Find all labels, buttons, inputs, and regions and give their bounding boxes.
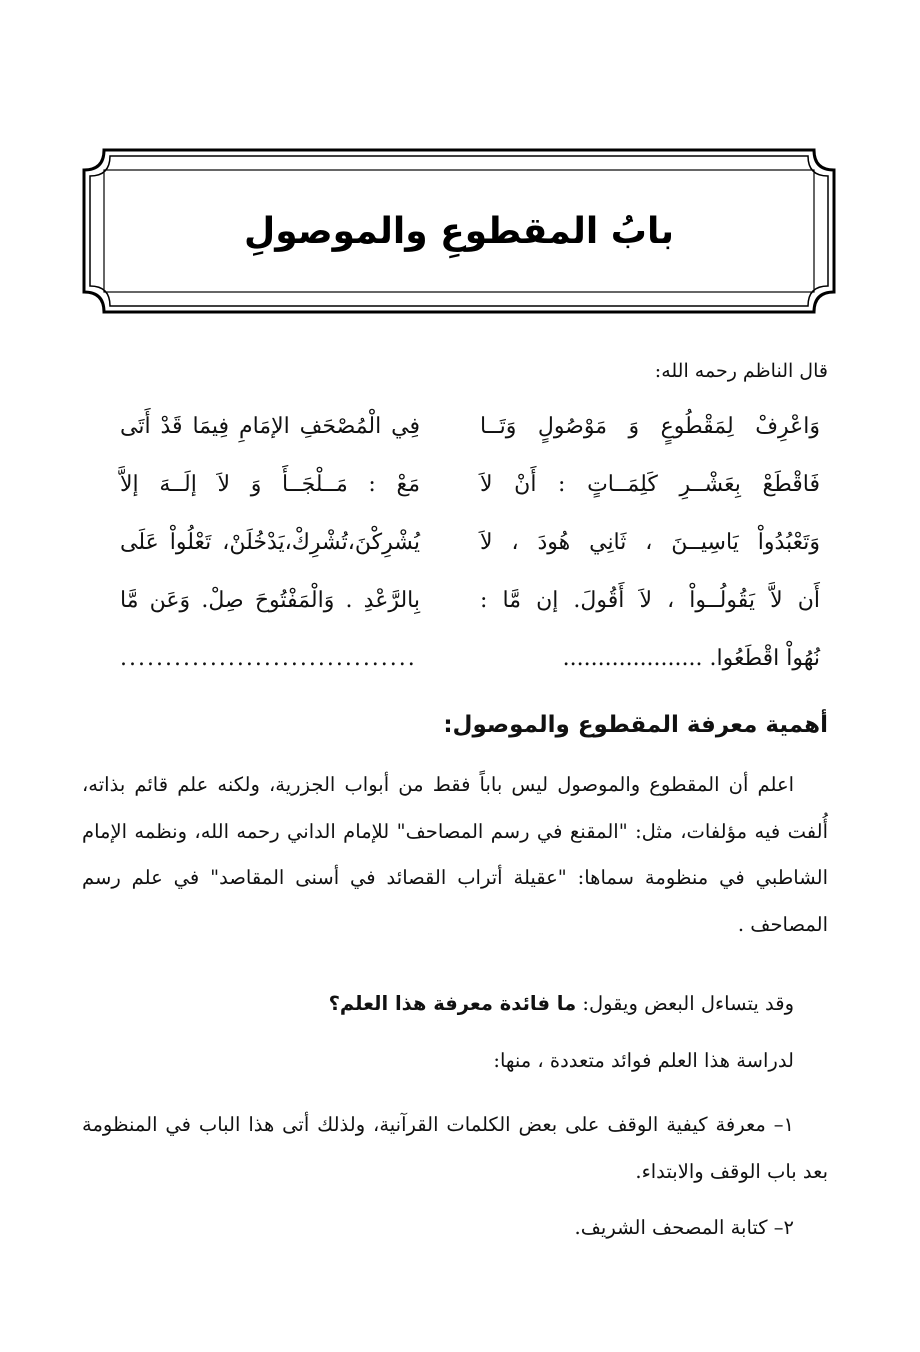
poem-verse-3	[100, 530, 820, 570]
paragraph-text: اعلم أن المقطوع والموصول ليس باباً فقط من أبواب الجزرية، ولكنه علم قائم بذاته، أُلفت فيه مؤلفات، مثل: "المقنع في رسم المصاحف" للإمام الداني رحمه الله، ونظمه الإمام الشاطبي في منظومة سماها: "عقيلة أتراب القصائد في أسنى المقاصد" في علم رسم المصاحف .	[82, 773, 828, 936]
benefit-item-2: ٢– كتابة المصحف الشريف.	[574, 1216, 794, 1239]
question-prefix: وقد يتساءل البعض ويقول:	[576, 992, 794, 1015]
page-title: بابُ المقطوعِ والموصولِ	[244, 210, 674, 252]
benefits-intro: لدراسة هذا العلم فوائد متعددة ، منها:	[493, 1049, 794, 1072]
verse-first-half: نُهُواْ اقْطَعُوا. ....................	[562, 646, 820, 671]
benefit-item-1	[82, 1102, 828, 1195]
question-bold: ما فائدة معرفة هذا العلم؟	[328, 992, 577, 1015]
paragraph-intro	[82, 762, 828, 948]
benefit-text: ١– معرفة كيفية الوقف على بعض الكلمات القرآنية، ولذلك أتى هذا الباب في المنظومة بعد باب الوقف والابتداء.	[82, 1113, 828, 1183]
verse-second-half: .................................	[120, 646, 417, 671]
verse-second-half: مَعْ : مَــلْجَــأَ وَ لاَ إلَــهَ إلاَّ	[120, 472, 420, 497]
verse-second-half: بِالرَّعْدِ . وَالْمَفْتُوحَ صِلْ. وَعَن مَّا	[120, 588, 420, 613]
poem-verse-5	[100, 646, 820, 686]
title-frame	[82, 148, 836, 314]
verse-second-half: فِي الْمُصْحَفِ الإمَامِ فِيمَا قَدْ أَتَى	[120, 414, 420, 439]
poem-verse-4	[100, 588, 820, 628]
verse-first-half: أَن لاَّ يَقُولُــواْ ، لاَ أَقُولَ. إن مَّا :	[480, 588, 820, 613]
verse-first-half: وَاعْرِفْ لِمَقْطُوعٍ وَ مَوْصُولٍ وَتَــا	[480, 414, 820, 439]
intro-text: قال الناظم رحمه الله:	[654, 360, 828, 382]
section-heading: أهمية معرفة المقطوع والموصول:	[443, 712, 828, 738]
verse-second-half: يُشْرِكْنَ،تُشْرِكْ،يَدْخُلَنْ، تَعْلُواْ عَلَى	[120, 530, 420, 555]
question-line	[329, 992, 794, 1015]
poem-verse-2	[100, 472, 820, 512]
verse-first-half: وَتَعْبُدُواْ يَاسِيــنَ ، ثَانِي هُودَ ، لاَ	[480, 530, 820, 555]
poem-verse-1	[100, 414, 820, 454]
verse-first-half: فَاقْطَعْ بِعَشْــرِ كَلِمَــاتٍ : أَنْ لاَ	[480, 472, 820, 497]
